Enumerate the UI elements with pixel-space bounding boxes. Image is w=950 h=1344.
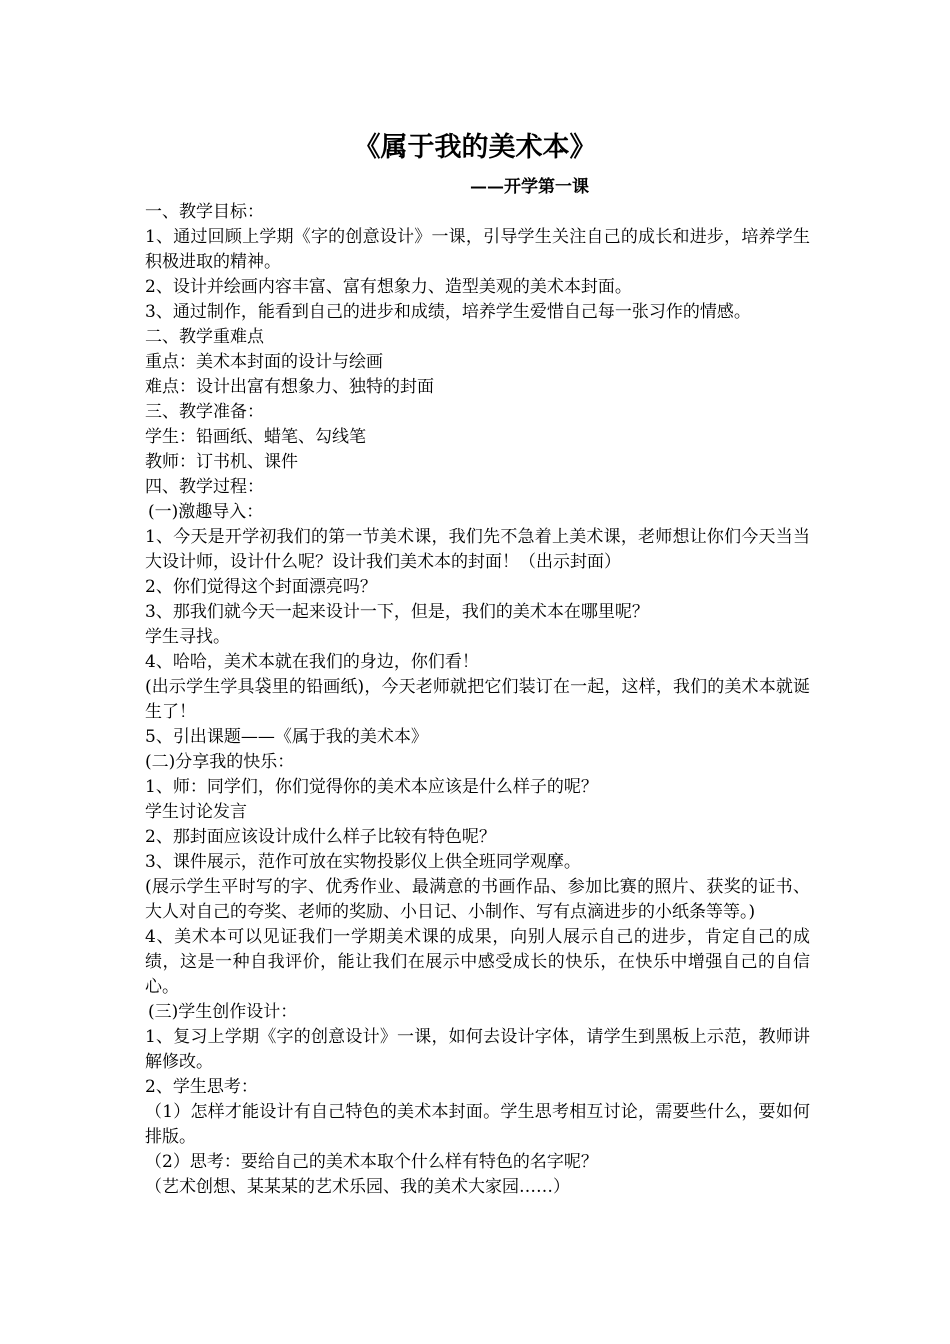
- paragraph: (出示学生学具袋里的铅画纸)，今天老师就把它们装订在一起，这样，我们的美术本就诞生了！: [145, 677, 810, 722]
- paragraph: (展示学生平时写的字、优秀作业、最满意的书画作品、参加比赛的照片、获奖的证书、大人对自己的夸奖、老师的奖励、小日记、小制作、写有点滴进步的小纸条等等。): [145, 877, 810, 922]
- document-title: 《属于我的美术本》: [353, 132, 597, 163]
- section-heading-objectives: 一、教学目标：: [145, 202, 264, 222]
- document-body: [145, 200, 810, 1200]
- paragraph: 学生寻找。: [145, 627, 230, 647]
- paragraph: 1、通过回顾上学期《字的创意设计》一课，引导学生关注自己的成长和进步，培养学生积极进取的精神。: [145, 227, 810, 272]
- paragraph: 2、学生思考：: [145, 1077, 258, 1097]
- paragraph: 3、通过制作，能看到自己的进步和成绩，培养学生爱惜自己每一张习作的情感。: [145, 302, 751, 322]
- paragraph: 2、那封面应该设计成什么样子比较有特色呢？: [145, 827, 496, 847]
- subsection-heading: (三)学生创作设计：: [148, 1002, 298, 1022]
- subsection-heading: (一)激趣导入：: [148, 502, 264, 522]
- paragraph: 3、那我们就今天一起来设计一下，但是，我们的美术本在哪里呢？: [145, 602, 649, 622]
- paragraph: 1、师：同学们，你们觉得你的美术本应该是什么样子的呢？: [145, 777, 598, 797]
- paragraph: 1、复习上学期《字的创意设计》一课，如何去设计字体，请学生到黑板上示范，教师讲解修改。: [145, 1027, 810, 1072]
- paragraph: 5、引出课题——《属于我的美术本》: [145, 727, 428, 747]
- paragraph: 学生讨论发言: [145, 802, 247, 822]
- paragraph: 重点：美术本封面的设计与绘画: [145, 352, 383, 372]
- paragraph: 难点：设计出富有想象力、独特的封面: [145, 377, 434, 397]
- section-heading-preparation: 三、教学准备：: [145, 402, 264, 422]
- paragraph: （1）怎样才能设计有自己特色的美术本封面。学生思考相互讨论，需要些什么，要如何排版。: [145, 1102, 810, 1147]
- paragraph: 教师：订书机、课件: [145, 452, 298, 472]
- subsection-heading: (二)分享我的快乐：: [145, 752, 295, 772]
- paragraph: 4、美术本可以见证我们一学期美术课的成果，向别人展示自己的进步，肯定自己的成绩，这是一种自我评价，能让我们在展示中感受成长的快乐，在快乐中增强自己的自信心。: [145, 927, 810, 997]
- paragraph: 2、设计并绘画内容丰富、富有想象力、造型美观的美术本封面。: [145, 277, 632, 297]
- paragraph: 2、你们觉得这个封面漂亮吗？: [145, 577, 377, 597]
- paragraph: 学生：铅画纸、蜡笔、勾线笔: [145, 427, 366, 447]
- paragraph: 4、哈哈，美术本就在我们的身边，你们看！: [145, 652, 479, 672]
- document-subtitle: ——开学第一课: [470, 177, 589, 197]
- section-heading-key-points: 二、教学重难点: [145, 327, 264, 347]
- paragraph: 1、今天是开学初我们的第一节美术课，我们先不急着上美术课，老师想让你们今天当当大设计师，设计什么呢？设计我们美术本的封面！（出示封面）: [145, 527, 810, 572]
- paragraph: 3、课件展示，范作可放在实物投影仪上供全班同学观摩。: [145, 852, 581, 872]
- paragraph: （2）思考：要给自己的美术本取个什么样有特色的名字呢？: [145, 1152, 598, 1172]
- section-heading-process: 四、教学过程：: [145, 477, 264, 497]
- paragraph: （艺术创想、某某某的艺术乐园、我的美术大家园……）: [145, 1177, 570, 1197]
